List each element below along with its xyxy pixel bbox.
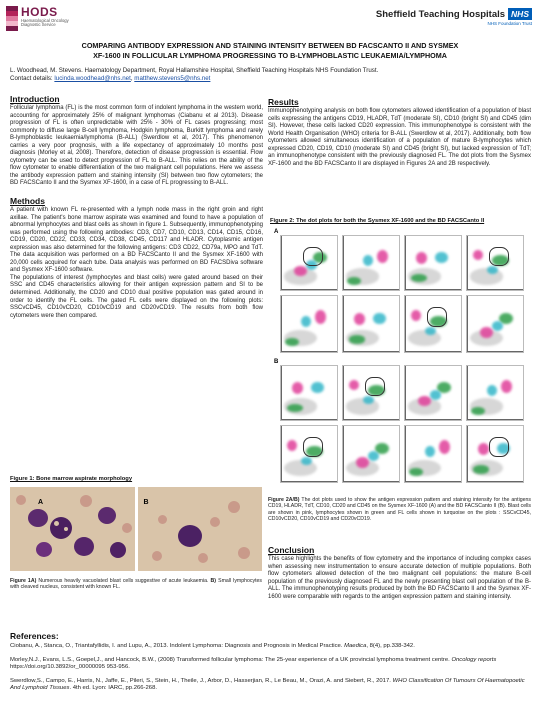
lymph-population bbox=[471, 407, 485, 415]
reference-citation: Maedica bbox=[344, 643, 367, 649]
figure2-title: Figure 2: The dot plots for both the Sysmex XF-1600 and the BD FACSCanto II bbox=[270, 218, 485, 224]
blast-population bbox=[501, 380, 512, 394]
poster-header bbox=[0, 0, 540, 38]
figure1-panel-a bbox=[10, 487, 135, 571]
email-link-1[interactable]: lucinda.woodhead@nhs.net bbox=[54, 75, 131, 82]
figure2-label-a: A bbox=[274, 229, 279, 235]
lymph-population bbox=[347, 277, 361, 285]
gate-outline bbox=[365, 377, 385, 396]
blast-population bbox=[418, 396, 430, 407]
blast-population bbox=[294, 266, 306, 277]
fl-population bbox=[301, 457, 312, 465]
right-column bbox=[268, 97, 531, 168]
dot-plot bbox=[404, 235, 462, 291]
fl-population bbox=[487, 385, 497, 396]
references-heading: References: bbox=[10, 631, 59, 641]
figure1-images bbox=[10, 487, 262, 571]
conclusion-heading: Conclusion bbox=[268, 545, 315, 555]
reference-citation: WHO Classification Of Tumours Of Haematopoetic And Lymphoid Tissues bbox=[10, 677, 525, 691]
title-line-1: COMPARING ANTIBODY EXPRESSION AND STAINING INTENSITY BETWEEN BD FACSCANTO II AND SYSMEX bbox=[81, 41, 459, 50]
fl-population bbox=[373, 313, 385, 324]
figure1-caption bbox=[10, 578, 262, 591]
lymph-population bbox=[473, 465, 490, 473]
nhs-badge: NHS bbox=[508, 8, 532, 20]
figure1-caption-label-b: B) bbox=[210, 578, 217, 584]
contact-label: Contact details: bbox=[10, 75, 55, 82]
fl-population bbox=[301, 316, 311, 327]
dot-plot bbox=[280, 425, 338, 483]
reference-tail: , 8(4), pp.338-342. bbox=[366, 643, 415, 649]
figure2-caption bbox=[268, 497, 531, 523]
fl-population bbox=[425, 446, 435, 457]
fl-population bbox=[311, 382, 323, 393]
gate-outline bbox=[489, 437, 509, 457]
figure1-label-b: B bbox=[143, 499, 149, 506]
dot-plot bbox=[342, 425, 400, 483]
reference-item bbox=[10, 678, 530, 693]
conclusion-text: This case highlights the benefits of flow cytometry and the importance of including complex cases when assessing new instrumentation to ensure accurate detection of multiple populations. Both flow cytometers allowed detection of the two malignant cell populations: the mature B-cell population of the previously diagnosed FL and the newly presenting blast cell population of the B-ALL. The immunophenotyping results produced by both the BD FACSCanto II and the Sysmex XF-1600 were comparable with regards to the antigen expression pattern and staining intensity. bbox=[268, 556, 531, 600]
figure2-caption-text: The dot plots used to show the antigen expression pattern and staining intensity for the antigens CD19, HLADR, TdT, CD10, CD20 and CD45 on the Sysmex XF-1600 (A) and the BD FACSCanto II (B). Blast cells are shown in pink, lymphocytes shown in green and FL cells shown in turquoise on the plots : SSCvCD45, CD10vCD20, CD10vCD19 and CD20vCD19. bbox=[268, 497, 532, 523]
gate-outline bbox=[303, 247, 323, 266]
results-text: Immunophenotyping analysis on both flow cytometers allowed identification of a population of blast cells expressing the antigens CD19, HLADR, TdT (moderate SI), CD10 (bright SI) and CD45 (dim SI). However, these cells lacked CD20 expression. This immunophenotype is consistent with the World Health Organisation (WHO) criteria for B-ALL (Swerdlow et al, 2017). Additionally, both flow cytometers allowed simultaneous identification of a population of mature B-lymphocytes which expressed CD20, CD19, CD10 (moderate SI) and CD45 (bright SI), but lacked expression of TdT; an immunophenotype consistent with the previously diagnosed FL. The dot plots from the Sysmex XF-1600 and the BD FACSCanto II are displayed in Figures 2A and 2B respectively. bbox=[268, 108, 531, 167]
figure1-label-a: A bbox=[38, 499, 44, 506]
hods-logo-name: HODS bbox=[21, 5, 58, 19]
reference-text: Morley,N.J., Evans, L.S., Goepel,J., and Hancock, B.W., (2008) Transformed follicular lymphoma: The 25-year experience of a UK provincial lymphoma treatment centre. bbox=[10, 656, 452, 663]
blast-population bbox=[315, 310, 326, 324]
trust-name: Sheffield Teaching Hospitals bbox=[375, 8, 506, 20]
reference-tail: https://doi.org/10.3892/or_00000095 953-956. bbox=[10, 664, 130, 670]
lymph-population bbox=[411, 274, 428, 282]
methods-paragraph-1: A patient with known FL re-presented with a lymph node mass in the right groin and right axillae. The patient's bone marrow aspirate was examined and found to have a population of abnormal lymphocytes and blast cells as shown in figure 1. Subsequently, immunophenotyping was performed using the following antibodies: CD3, CD7, CD10, CD13, CD14, CD15, CD16, CD19, CD20, CD22, CD33, CD34, CD38, CD45, CD117 and HLADR. Cytoplasmic antigen expression was also determined for the following antigens: CD3 CD22, CD79a, MPO and TdT. The data acquisition was performed on a BD FACSCanto II and the Sysmex XF-1600 with 20,000 cells acquired for each tube. Data analysis was performed on BD FACSDiva software and Sysmex XF-1600 software. bbox=[10, 207, 263, 274]
fl-population bbox=[363, 396, 374, 404]
reference-item bbox=[10, 657, 530, 672]
results-heading: Results bbox=[268, 97, 299, 107]
figure2-label-b: B bbox=[274, 359, 279, 365]
dot-plot bbox=[466, 425, 524, 483]
introduction-text: Follicular lymphoma (FL) is the most common form of indolent lymphoma in the western world, accounting for approximately 25% of malignant lymphomas (Ciabanu et al 2013). Disease progression of FL is often unpredictable with 25% - 30% of FL cases progressing; most commonly to diffuse large B-cell lymphoma, Hodgkin lymphoma, Burkitt lymphoma and rarely B-lymphoblastic leukaemia/lymphoma (B-ALL) (Swerdlow et al, 2017). This phenomenon carries a very poor prognosis, with a life expectancy of approximately 10 months post diagnosis (Morley et al, 2008). Therefore, detection of disease progression is essential. Flow cytometry can be used to detect progression of FL to B-ALL. This relies on the ability of the flow cytometer to enable differentiation of the two malignant cell populations. Here we assess the antibody expression pattern and staining intensity (SI) between two flow cytometers; the BD FACSCanto II and the Sysmex XF-1600, in a case of FL progressing to B-ALL. bbox=[10, 105, 263, 187]
email-separator: , bbox=[130, 75, 135, 82]
title-line-2: XF-1600 IN FOLLICULAR LYMPHOMA PROGRESSING TO B-LYMPHOBLASTIC LEUKAEMIA/LYMPHOMA bbox=[93, 50, 447, 60]
blast-population bbox=[480, 327, 492, 338]
authors-block bbox=[10, 67, 530, 83]
reference-citation: Oncology reports bbox=[451, 656, 497, 663]
dot-plot bbox=[404, 425, 462, 483]
figure1-title-wrap bbox=[10, 476, 263, 483]
dot-plot bbox=[342, 295, 400, 353]
figure1-panel-b bbox=[138, 487, 263, 571]
reference-item bbox=[10, 643, 530, 651]
dot-plot bbox=[466, 235, 524, 291]
hods-logo-subtitle: Haematological Oncology Diagnostic Service bbox=[21, 18, 69, 28]
dot-plot bbox=[280, 235, 338, 291]
dot-plot bbox=[280, 295, 338, 353]
lymph-population bbox=[349, 335, 366, 343]
blast-population bbox=[439, 440, 450, 454]
email-link-2[interactable]: matthew.stevens5@nhs.net bbox=[134, 75, 211, 82]
introduction-heading: Introduction bbox=[10, 94, 60, 104]
reference-text: Swerdlow,S., Campo, E., Harris, N., Jaffe, E., Pileri, S., Stein, H., Theile, J., Arbor, D., Hasserjian, R., Le Beau, M., Orazi, A. and Siebert, R., 2017. bbox=[10, 677, 393, 684]
dot-plot bbox=[280, 365, 338, 421]
figure2-dot-plots bbox=[270, 227, 530, 487]
methods-paragraph-2: The populations of interest (lymphocytes and blast cells) were gated around based on their SSC and CD45 characteristics allowing for their antigen expression pattern and SI to be determined. Additionally, the CD20 and CD10 dual positive population was gated around in order to identify the FL cells. The gated FL cells were displayed on the following plots: SSCvCD45, CD10vCD20, CD10vCD19 and CD20vCD19. The results from both flow cytometers were then compared. bbox=[10, 274, 263, 319]
lymph-population bbox=[287, 404, 304, 412]
figure1-title: Figure 1: Bone marrow aspirate morphology bbox=[10, 476, 133, 482]
hods-logo-mark-icon bbox=[6, 6, 18, 32]
figure1-caption-text-b: Small lymphocytes with cleaved nucleus, consistent with known FL. bbox=[10, 578, 262, 591]
dot-plot bbox=[404, 295, 462, 353]
reference-text: Ciobanu, A., Stanca, O., Triantafyllidis, I. and Lupu, A., 2013. Indolent Lymphoma: Diagnosis and Prognosis in Medical Practice. bbox=[10, 643, 345, 649]
authors-line: L. Woodhead, M. Stevens. Haematology Department, Royal Hallamshire Hospital, Sheffield Teaching Hospitals NHS Foundation Trust. bbox=[10, 67, 379, 74]
reference-tail: . 4th ed. Lyon: IARC, pp.266-268. bbox=[69, 685, 157, 691]
fl-population bbox=[425, 327, 436, 335]
references-section bbox=[10, 631, 530, 699]
figure2-title-wrap bbox=[270, 218, 532, 225]
dot-plot bbox=[342, 235, 400, 291]
conclusion-section bbox=[268, 545, 531, 601]
trust-subtitle: NHS Foundation Trust bbox=[487, 21, 532, 26]
dot-plot bbox=[466, 365, 524, 421]
gate-outline bbox=[489, 247, 509, 266]
poster-title bbox=[10, 41, 530, 60]
methods-heading: Methods bbox=[10, 196, 45, 207]
left-column bbox=[10, 94, 263, 320]
figure2-caption-label: Figure 2A/B) bbox=[268, 497, 300, 503]
figure1-caption-label: Figure 1A) bbox=[10, 578, 37, 584]
dot-plot bbox=[342, 365, 400, 421]
contact-line bbox=[10, 75, 530, 83]
hods-logo bbox=[6, 6, 71, 32]
fl-population bbox=[487, 266, 498, 274]
fl-population bbox=[363, 255, 373, 266]
fl-population bbox=[435, 252, 447, 263]
dot-plot bbox=[404, 365, 462, 421]
figure1-caption-text: Numerous heavily vacuolated blast cells suggestive of acute leukaemia. bbox=[36, 578, 211, 584]
dot-plot bbox=[466, 295, 524, 353]
blast-population bbox=[356, 457, 368, 468]
sheffield-nhs-logo bbox=[376, 8, 532, 26]
gate-outline bbox=[303, 437, 323, 457]
gate-outline bbox=[427, 307, 447, 327]
blast-population bbox=[377, 250, 388, 264]
